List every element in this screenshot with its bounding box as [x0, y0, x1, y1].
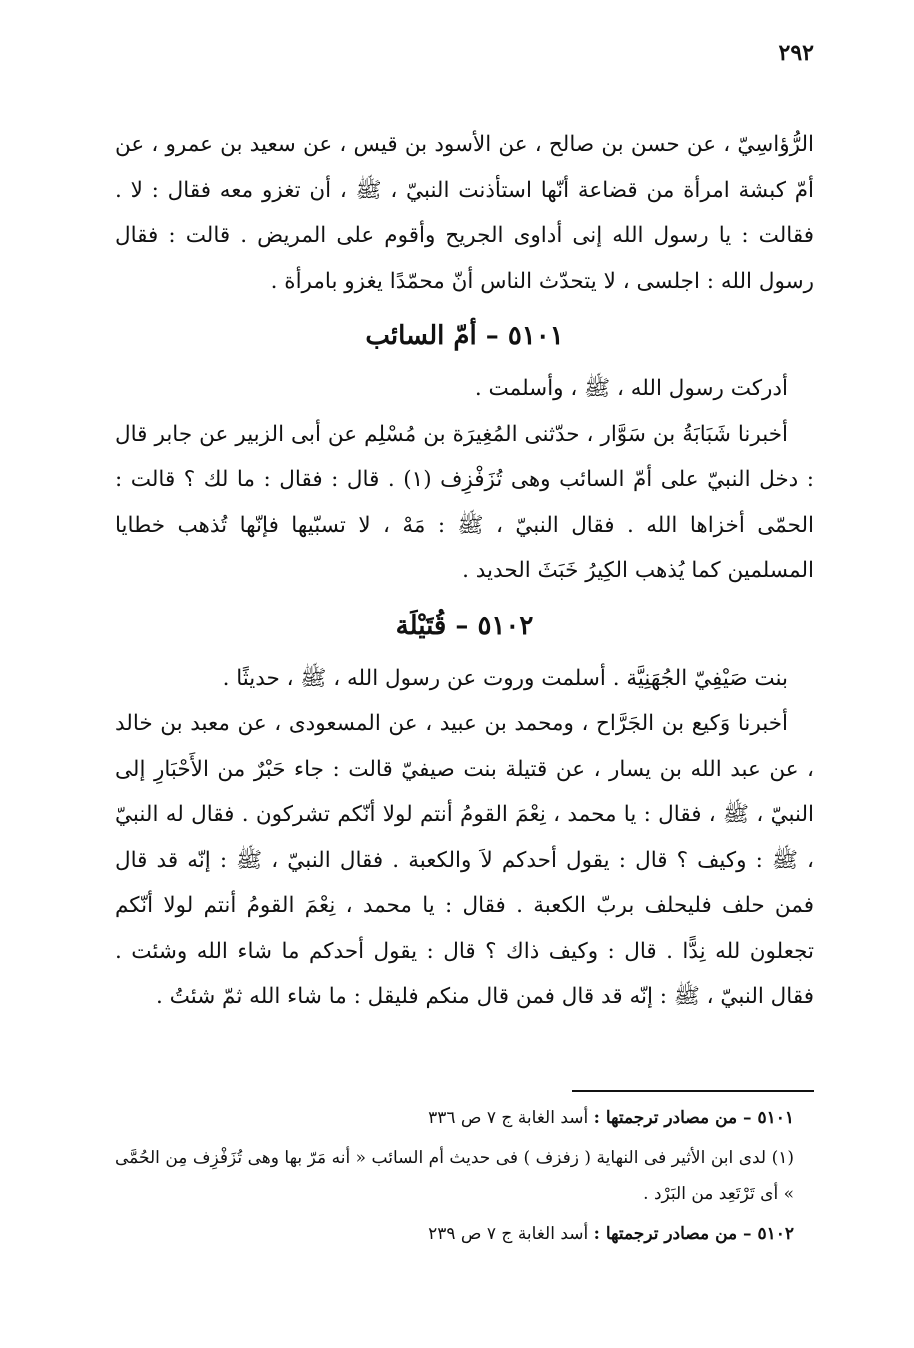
- section-5101-paragraph-2: أخبرنا شَبَابَةُ بن سَوَّار ، حدّثنى المُغِيرَة بن مُسْلِم عن أبى الزبير عن جابر قال : دخل النبيّ على أمّ السائب وهى تُزَفْزِف (١) . قال : فقال : ما لك ؟ قالت : الحمّى أخزاها الله . فقال النبيّ ، ﷺ : مَهْ ، لا تسبّيها فإنّها تُذهب خطايا المسلمين كما يُذهب الكِيرُ خَبَثَ الحديد .: [115, 421, 814, 583]
- footnote-divider: [572, 1090, 814, 1092]
- section-5102-paragraph-2: أخبرنا وَكيع بن الجَرَّاح ، ومحمد بن عبيد ، عن المسعودى ، عن معبد بن خالد ، عن عبد الله بن يسار ، عن قتيلة بنت صيفيّ قالت : جاء حَبْرٌ من الأَحْبَارِ إلى النبيّ ، ﷺ ، فقال : يا محمد ، نِعْمَ القومُ أنتم لولا أنّكم تشركون . فقال له النبيّ ، ﷺ : وكيف ؟ قال : يقول أحدكم لاَ والكعبة . فقال النبيّ ، ﷺ : إنّه قد قال فمن حلف فليحلف بربّ الكعبة . فقال : يا محمد ، نِعْمَ القومُ أنتم لولا أنّكم تجعلون لله نِدًّا . قال : وكيف ذاك ؟ قال : يقول أحدكم ما شاء الله وشئت . فقال النبيّ ، ﷺ : إنّه قد قال فمن قال منكم فليقل : ما شاء الله ثمّ شئتُ .: [115, 711, 814, 1009]
- footnote-text: أسد الغابة ج ٧ ص ٣٣٦: [428, 1108, 594, 1128]
- section-5102-paragraph-1: بنت صَيْفِيّ الجُهَنِيَّة . أسلمت وروت عن رسول الله ، ﷺ ، حديثًا .: [222, 665, 788, 691]
- footnote-text: (١) لدى ابن الأثير فى النهاية ( زفزف ) فى حديث أم السائب « أنه مَرّ بها وهى تُزَفْزِف مِن الحُمَّى » أى تَرْتَعِد من البَرْد .: [115, 1148, 794, 1204]
- footnote-text: أسد الغابة ج ٧ ص ٢٣٩: [428, 1224, 594, 1244]
- page-number: ٢٩٢: [778, 40, 814, 66]
- footnote-1: [115, 1140, 814, 1212]
- section-5101-paragraph-1: أدركت رسول الله ، ﷺ ، وأسلمت .: [474, 376, 788, 401]
- main-text: [115, 122, 814, 1020]
- section-heading-5102: ٥١٠٢ – قُتَيْلَة: [395, 610, 534, 641]
- footnote-sources-5102: [115, 1216, 814, 1252]
- footnotes: [115, 1100, 814, 1256]
- footnote-label: ٥١٠١ – من مصادر ترجمتها :: [593, 1108, 794, 1128]
- intro-paragraph: الرُّؤاسِيّ ، عن حسن بن صالح ، عن الأسود بن قيس ، عن سعيد بن عمرو ، عن أمّ كبشة امرأة من قضاعة أنّها استأذنت النبيّ ، ﷺ ، أن تغزو معه فقال : لا . فقالت : يا رسول الله إنى أداوى الجريح وأقوم على المريض . قالت : فقال رسول الله : اجلسى ، لا يتحدّث الناس أنّ محمّدًا يغزو بامرأة .: [115, 132, 814, 294]
- footnote-label: ٥١٠٢ – من مصادر ترجمتها :: [593, 1224, 794, 1244]
- footnote-sources-5101: [115, 1100, 814, 1136]
- section-heading-5101: ٥١٠١ – أمّ السائب: [365, 321, 564, 351]
